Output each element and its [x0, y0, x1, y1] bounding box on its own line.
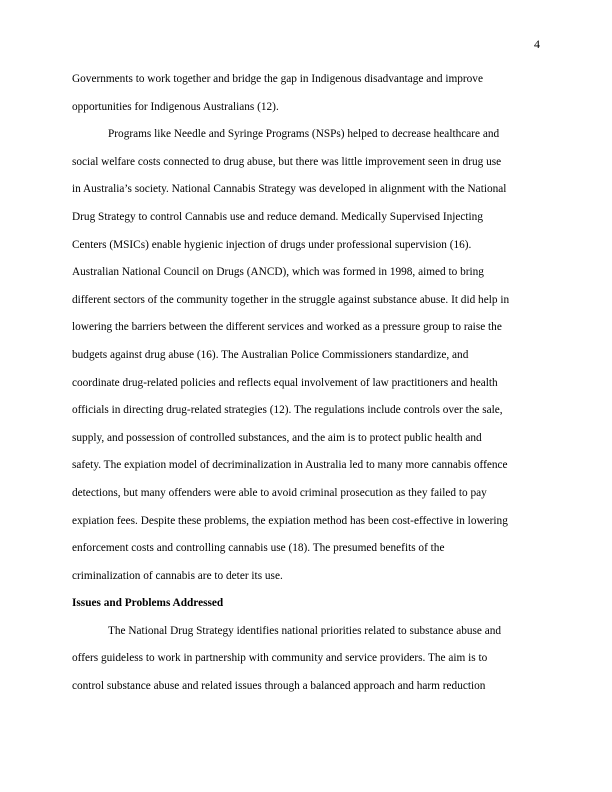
text-line: criminalization of cannabis are to deter its use.	[72, 569, 283, 582]
text-line: lowering the barriers between the different services and worked as a pressure group to raise the	[72, 321, 502, 334]
text-line: enforcement costs and controlling cannabis use (18). The presumed benefits of the	[72, 542, 445, 555]
text-line: Drug Strategy to control Cannabis use and reduce demand. Medically Supervised Injecting	[72, 210, 483, 223]
text-line: Governments to work together and bridge the gap in Indigenous disadvantage and improve	[72, 73, 483, 85]
text-line: in Australia’s society. National Cannabis Strategy was developed in alignment with the National	[72, 183, 507, 196]
text-line: supply, and possession of controlled substances, and the aim is to protect public health and	[72, 431, 482, 444]
text-line: Centers (MSICs) enable hygienic injection of drugs under professional supervision (16).	[72, 238, 472, 251]
text-line: officials in directing drug-related strategies (12). The regulations include controls over the sale,	[72, 404, 503, 417]
text-line: safety. The expiation model of decriminalization in Australia led to many more cannabis offence	[72, 459, 508, 472]
text-line: Australian National Council on Drugs (ANCD), which was formed in 1998, aimed to bring	[72, 266, 484, 279]
paragraph-first-line: Programs like Needle and Syringe Programs (NSPs) helped to decrease healthcare and	[108, 128, 500, 141]
text-line: opportunities for Indigenous Australians (12).	[72, 100, 279, 113]
text-line: control substance abuse and related issues through a balanced approach and harm reduction	[72, 680, 486, 693]
text-line: budgets against drug abuse (16). The Australian Police Commissioners standardize, and	[72, 348, 469, 361]
text-line: expiation fees. Despite these problems, the expiation method has been cost-effective in lowering	[72, 514, 508, 527]
text-line: coordinate drug-related policies and reflects equal involvement of law practitioners and health	[72, 376, 498, 389]
text-line: different sectors of the community together in the struggle against substance abuse. It did help in	[72, 293, 510, 306]
text-line: social welfare costs connected to drug abuse, but there was little improvement seen in drug use	[72, 155, 502, 168]
section-heading: Issues and Problems Addressed	[72, 597, 224, 610]
body-text	[72, 70, 540, 705]
paragraph-first-line: The National Drug Strategy identifies national priorities related to substance abuse and	[108, 624, 502, 637]
text-line: detections, but many offenders were able to avoid criminal prosecution as they failed to pay	[72, 486, 487, 499]
page-number: 4	[534, 37, 540, 51]
text-line: offers guideless to work in partnership with community and service providers. The aim is to	[72, 652, 488, 665]
